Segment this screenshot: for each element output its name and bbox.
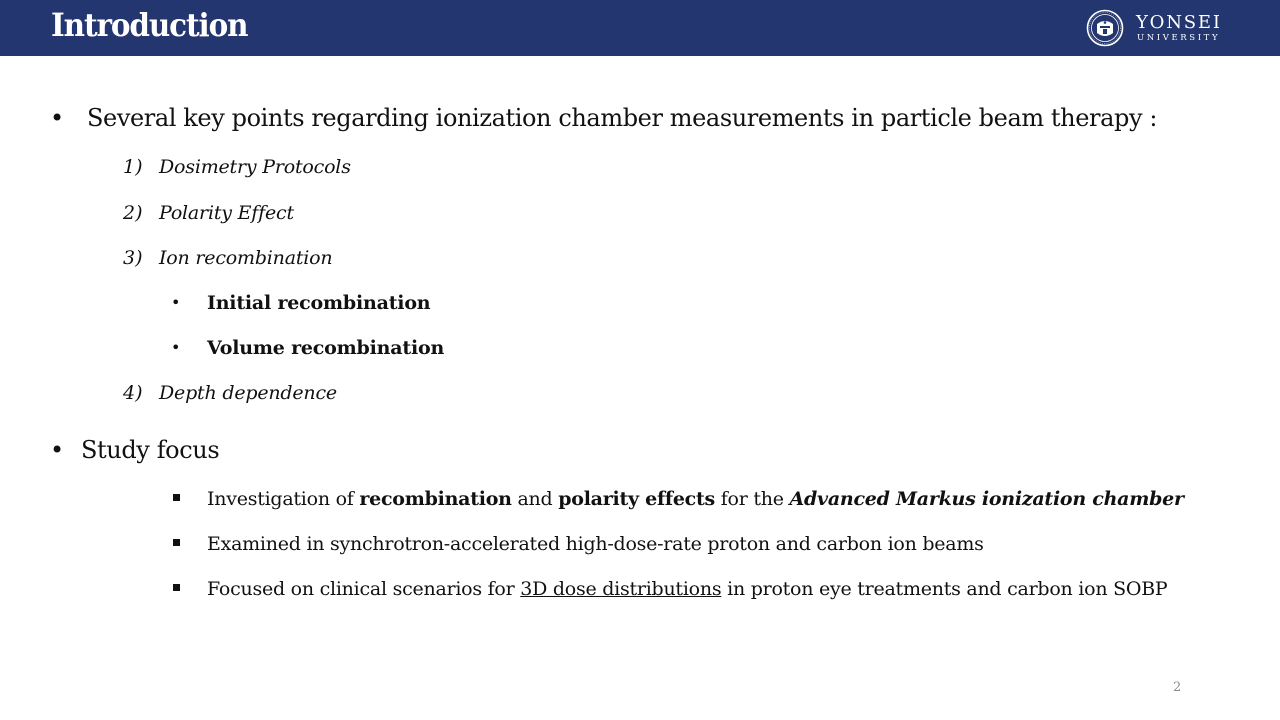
list-number: 1) — [123, 156, 143, 178]
list-number: 3) — [123, 247, 143, 269]
focus-emphasis: polarity effects — [558, 488, 715, 510]
bullet-dot-icon: • — [171, 293, 181, 312]
focus-item: Examined in synchrotron-accelerated high-dose-rate proton and carbon ion beams — [207, 533, 984, 555]
square-bullet-icon — [173, 584, 180, 591]
page-title: Introduction — [51, 6, 248, 44]
square-bullet-icon — [173, 539, 180, 546]
focus-text: for the — [714, 488, 790, 510]
list-item: Ion recombination — [159, 247, 333, 269]
list-item: Volume recombination — [207, 337, 445, 359]
square-bullet-icon — [173, 494, 180, 501]
focus-text: Focused on clinical scenarios for — [207, 578, 521, 600]
bullet-dot-icon: • — [50, 104, 65, 132]
list-item: Polarity Effect — [159, 202, 294, 224]
focus-item — [207, 577, 1167, 601]
logo-subtitle: UNIVERSITY — [1137, 33, 1221, 43]
focus-emphasis: recombination — [359, 488, 512, 510]
bullet-dot-icon: • — [171, 338, 181, 357]
bullet-dot-icon: • — [50, 436, 65, 464]
main-point-text: Several key points regarding ionization chamber measurements in particle beam therapy : — [87, 104, 1158, 132]
header-bar — [0, 0, 1280, 56]
list-item: Initial recombination — [207, 292, 431, 314]
list-item: Dosimetry Protocols — [159, 156, 351, 178]
chamber-name: Advanced Markus ionization chamber — [789, 488, 1184, 510]
focus-item — [207, 487, 1184, 511]
page-number: 2 — [1173, 680, 1182, 695]
focus-text: in proton eye treatments and carbon ion SOBP — [721, 578, 1168, 600]
focus-text: Investigation of — [207, 488, 360, 510]
list-number: 2) — [123, 202, 143, 224]
logo-name: YONSEI — [1136, 12, 1222, 33]
university-logo — [1086, 9, 1236, 47]
focus-text: and — [511, 488, 559, 510]
list-number: 4) — [123, 382, 143, 404]
seal-icon — [1086, 9, 1124, 47]
list-item: Depth dependence — [159, 382, 337, 404]
focus-underlined: 3D dose distributions — [520, 578, 722, 600]
main-point-text: Study focus — [81, 436, 220, 464]
